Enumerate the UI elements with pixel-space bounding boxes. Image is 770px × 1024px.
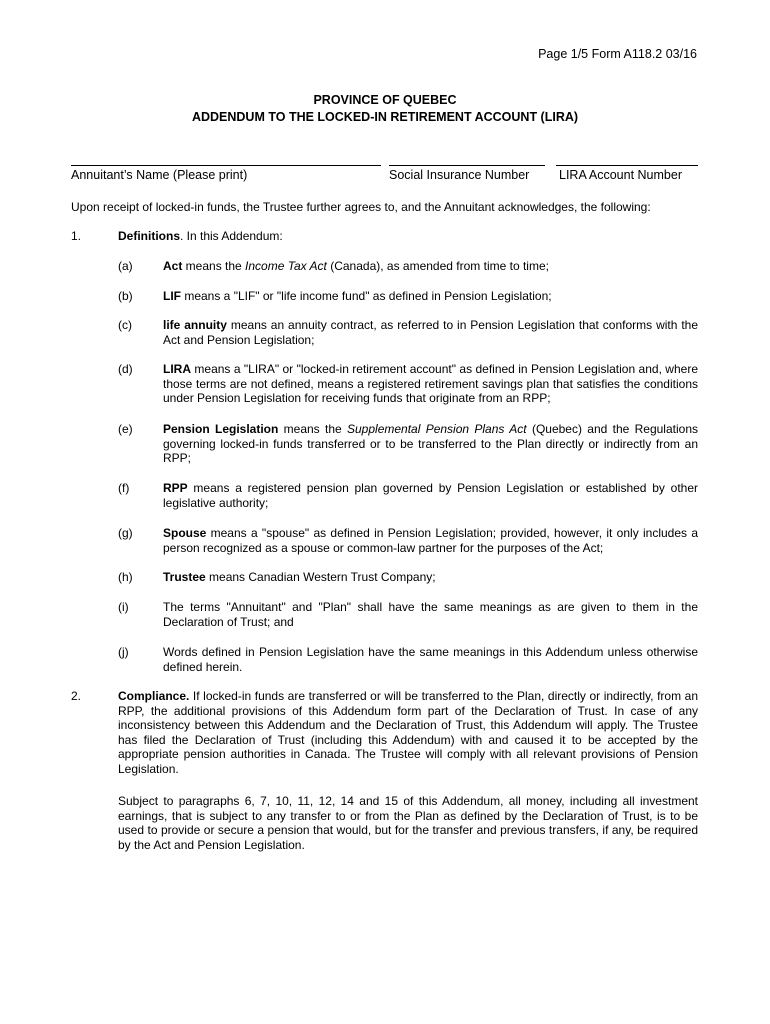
definition-term: Act bbox=[163, 259, 183, 273]
annuitant-name-label: Annuitant’s Name (Please print) bbox=[71, 168, 248, 182]
definition-term: Trustee bbox=[163, 570, 206, 584]
definition-item: Act means the Income Tax Act (Canada), as amended from time to time; bbox=[163, 259, 549, 273]
item-letter: (e) bbox=[118, 422, 133, 436]
definition-term: LIRA bbox=[163, 362, 191, 376]
sin-label: Social Insurance Number bbox=[389, 168, 530, 182]
section-number: 1. bbox=[71, 229, 82, 243]
compliance-paragraph-2: Subject to paragraphs 6, 7, 10, 11, 12, 14 and 15 of this Addendum, all money, including all investment earnings, that is subject to any transfer to or from the Plan as defined by the Declaration of Trust, is to be used to provide or secure a pension that would, but for the transfer and previous transfers, if any, be required by the Act and Pension Legislation. bbox=[118, 794, 698, 852]
sin-field[interactable] bbox=[389, 151, 545, 166]
definition-item: Spouse means a "spouse" as defined in Pension Legislation; provided, however, it only includes a person recognized as a spouse or common-law partner for the purposes of the Act; bbox=[163, 526, 698, 555]
item-letter: (d) bbox=[118, 362, 133, 376]
definition-item: life annuity means an annuity contract, as referred to in Pension Legislation that conforms with the Act and Pension Legislation; bbox=[163, 318, 699, 347]
intro-paragraph: Upon receipt of locked-in funds, the Trustee further agrees to, and the Annuitant acknowledges, the following: bbox=[71, 200, 651, 214]
section-heading: Definitions bbox=[118, 229, 180, 243]
definition-item: The terms "Annuitant" and "Plan" shall have the same meanings as are given to them in the Declaration of Trust; and bbox=[163, 600, 698, 629]
lira-account-field[interactable] bbox=[556, 151, 698, 166]
section-definitions bbox=[118, 229, 698, 244]
section-compliance bbox=[118, 689, 698, 776]
definition-term: Pension Legislation bbox=[163, 422, 279, 436]
item-letter: (c) bbox=[118, 318, 132, 332]
definition-item: LIRA means a "LIRA" or "locked-in retirement account" as defined in Pension Legislation and, where those terms are not defined, means a registered retirement savings plan that satisfies the conditions under Pension Legislation for receiving funds that originate from an RPP; bbox=[163, 362, 698, 405]
section-number: 2. bbox=[71, 689, 82, 703]
item-letter: (b) bbox=[118, 289, 133, 303]
item-letter: (i) bbox=[118, 600, 129, 614]
section-heading: Compliance. bbox=[118, 689, 190, 703]
page-info: Page 1/5 Form A118.2 03/16 bbox=[538, 47, 697, 61]
section-text: If locked-in funds are transferred or will be transferred to the Plan, directly or indirectly, from an RPP, the additional provisions of this Addendum form part of the Declaration of Trust. In case of any inconsistency between this Addendum and the Declaration of Trust, this Addendum will apply. The Trustee has filed the Declaration of Trust (including this Addendum) with and caused it to be accepted by the appropriate pension authorities in Canada. The Trustee will comply with all relevant provisions of Pension Legislation. bbox=[118, 689, 698, 776]
item-letter: (g) bbox=[118, 526, 133, 540]
definition-term: Spouse bbox=[163, 526, 207, 540]
document-title-province: PROVINCE OF QUEBEC bbox=[313, 93, 457, 107]
item-letter: (f) bbox=[118, 481, 130, 495]
item-letter: (a) bbox=[118, 259, 133, 273]
definition-term: RPP bbox=[163, 481, 188, 495]
definition-item: LIF means a "LIF" or "life income fund" as defined in Pension Legislation; bbox=[163, 289, 552, 303]
document-title-addendum: ADDENDUM TO THE LOCKED-IN RETIREMENT ACCOUNT (LIRA) bbox=[191, 110, 579, 124]
definition-term: LIF bbox=[163, 289, 181, 303]
lira-account-label: LIRA Account Number bbox=[559, 168, 682, 182]
section-text: . In this Addendum: bbox=[180, 229, 283, 243]
item-letter: (j) bbox=[118, 645, 129, 659]
definition-item: RPP means a registered pension plan governed by Pension Legislation or established by other legislative authority; bbox=[163, 481, 698, 510]
definition-item: Words defined in Pension Legislation have the same meanings in this Addendum unless otherwise defined herein. bbox=[163, 645, 698, 674]
definition-item: Pension Legislation means the Supplemental Pension Plans Act (Quebec) and the Regulations governing locked-in funds transferred or to be transferred to the Plan directly or indirectly from an RPP; bbox=[163, 422, 698, 465]
definition-term: life annuity bbox=[163, 318, 227, 332]
definition-item: Trustee means Canadian Western Trust Company; bbox=[163, 570, 436, 584]
item-letter: (h) bbox=[118, 570, 133, 584]
annuitant-name-field[interactable] bbox=[71, 151, 381, 166]
